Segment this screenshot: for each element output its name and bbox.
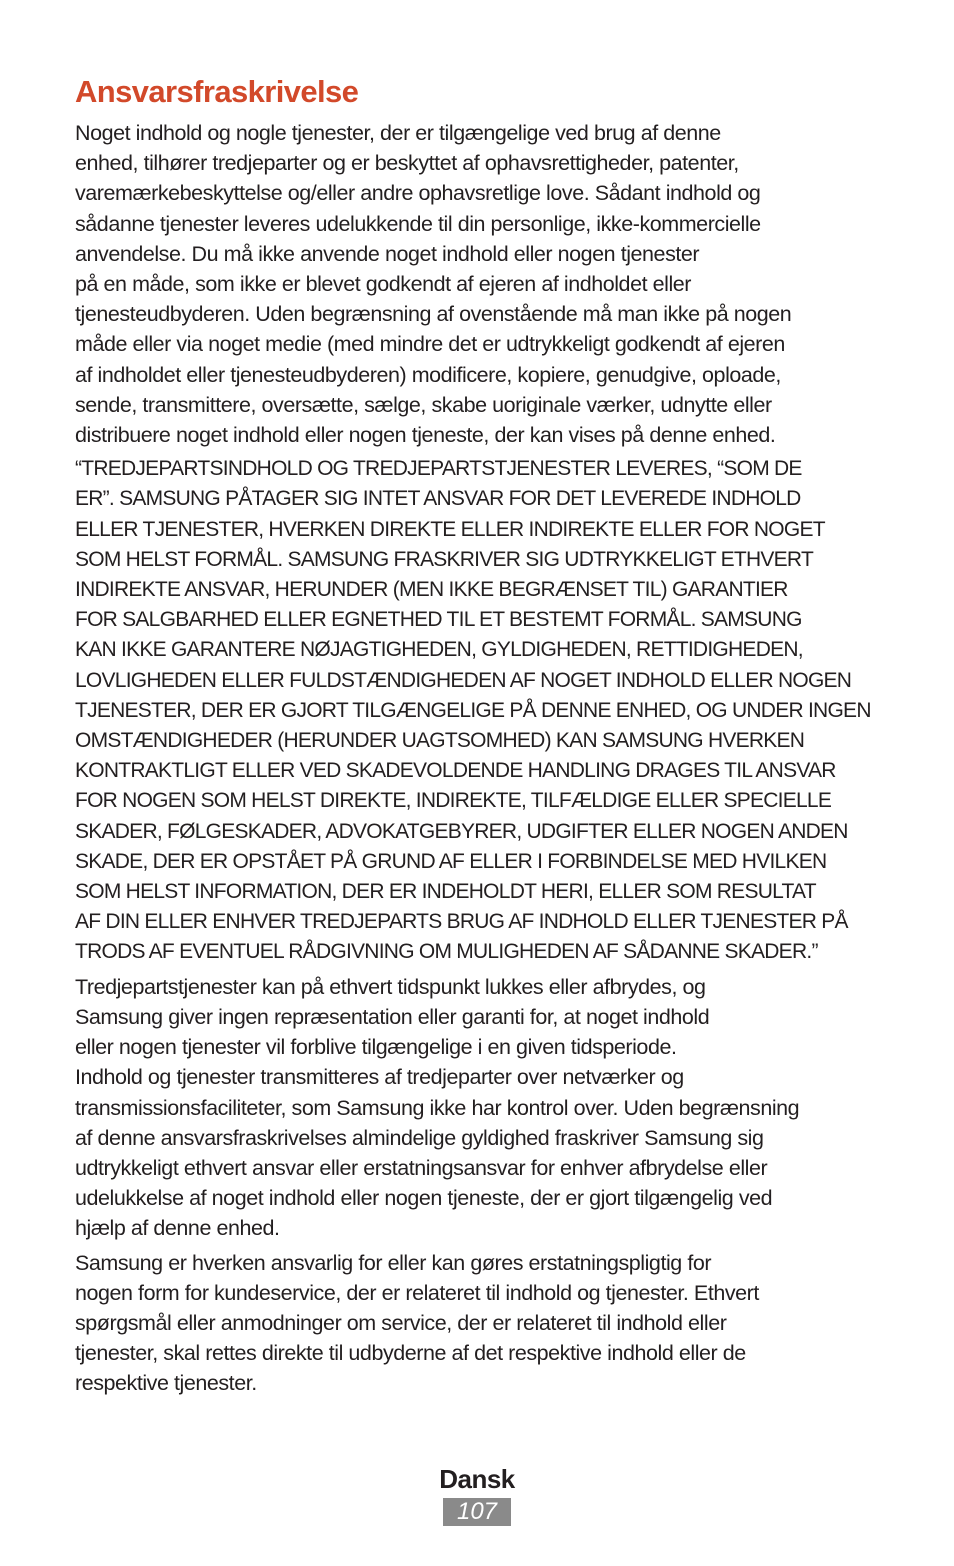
paragraph-intro: Noget indhold og nogle tjenester, der er tilgængelige ved brug af denne enhed, tilhører tredjeparter og er beskyttet af ophavsrettigheder, patenter, varemærkebeskyttelse og/eller andre ophavsretlige love. Sådant indhold og sådanne tjenester leveres udelukkende til din personlige, ikke-kommercielle anvendelse. Du må ikke anvende noget indhold eller nogen tjenester på en måde, som ikke er blevet godkendt af ejeren af indholdet eller tjenesteudbyderen. Uden begrænsning af ovenstående må man ikke på nogen måde eller via noget medie (med mindre det er udtrykkeligt godkendt af ejeren af indholdet eller tjenesteudbyderen) modificere, kopiere, genudgive, oploade, sende, transmittere, oversætte, sælge, skabe uoriginale værker, udnytte eller distribuere noget indhold eller nogen tjeneste, der kan vises på denne enhed. — [75, 121, 792, 448]
paragraph-third-party-services: Tredjepartstjenester kan på ethvert tidspunkt lukkes eller afbrydes, og Samsung giver ingen repræsentation eller garanti for, at noget indhold eller nogen tjenester vil forblive tilgængelige i en given tidsperiode. Indhold og tjenester transmitteres af tredjeparter over netværker og transmissionsfaciliteter, som Samsung ikke har kontrol over. Uden begrænsning af denne ansvarsfraskrivelses almindelige gyldighed fraskriver Samsung sig udtrykkeligt ethvert ansvar eller erstatningsansvar for enhver afbrydelse eller udelukkelse af noget indhold eller nogen tjeneste, der er gjort tilgængelig ved hjælp af denne enhed. — [75, 974, 800, 1241]
page-number-badge: 107 — [443, 1498, 511, 1526]
paragraph-disclaimer-caps: “TREDJEPARTSINDHOLD OG TREDJEPARTSTJENESTER LEVERES, “SOM DE ER”. SAMSUNG PÅTAGER SIG INTET ANSVAR FOR DET LEVEREDE INDHOLD ELLER TJENESTER, HVERKEN DIREKTE ELLER INDIREKTE ELLER FOR NOGET SOM HELST FORMÅL. SAMSUNG FRASKRIVER SIG UDTRYKKELIGT ETHVERT INDIREKTE ANSVAR, HERUNDER (MEN IKKE BEGRÆNSET TIL) GARANTIER FOR SALGBARHED ELLER EGNETHED TIL ET BESTEMT FORMÅL. SAMSUNG KAN IKKE GARANTERE NØJAGTIGHEDEN, GYLDIGHEDEN, RETTIDIGHEDEN, LOVLIGHEDEN ELLER FULDSTÆNDIGHEDEN AF NOGET INDHOLD ELLER NOGEN TJENESTER, DER ER GJORT TILGÆNGELIGE PÅ DENNE ENHED, OG UNDER INGEN OMSTÆNDIGHEDER (HERUNDER UAGTSOMHED) KAN SAMSUNG HVERKEN KONTRAKTLIGT ELLER VED SKADEVOLDENDE HANDLING DRAGES TIL ANSVAR FOR NOGEN SOM HELST DIREKTE, INDIREKTE, TILFÆLDIGE ELLER SPECIELLE SKADER, FØLGESKADER, ADVOKATGEBYRER, UDGIFTER ELLER NOGEN ANDEN SKADE, DER ER OPSTÅET PÅ GRUND AF ELLER I FORBINDELSE MED HVILKEN SOM HELST INFORMATION, DER ER INDEHOLDT HERI, ELLER SOM RESULTAT AF DIN ELLER ENHVER TREDJEPARTS BRUG AF INDHOLD ELLER TJENESTER PÅ TRODS AF EVENTUEL RÅDGIVNING OM MULIGHEDEN AF SÅDANNE SKADER.” — [75, 457, 871, 964]
page-footer — [0, 1462, 954, 1526]
paragraph-customer-service: Samsung er hverken ansvarlig for eller kan gøres erstatningspligtig for nogen form for kundeservice, der er relateret til indhold og tjenester. Ethvert spørgsmål eller anmodninger om service, der er relateret til indhold eller tjenester, skal rettes direkte til udbyderne af det respektive indhold eller de respektive tjenester. — [75, 1250, 759, 1396]
document-page — [75, 72, 885, 1403]
footer-language: Dansk — [439, 1464, 515, 1494]
section-heading: Ansvarsfraskrivelse — [75, 74, 359, 109]
